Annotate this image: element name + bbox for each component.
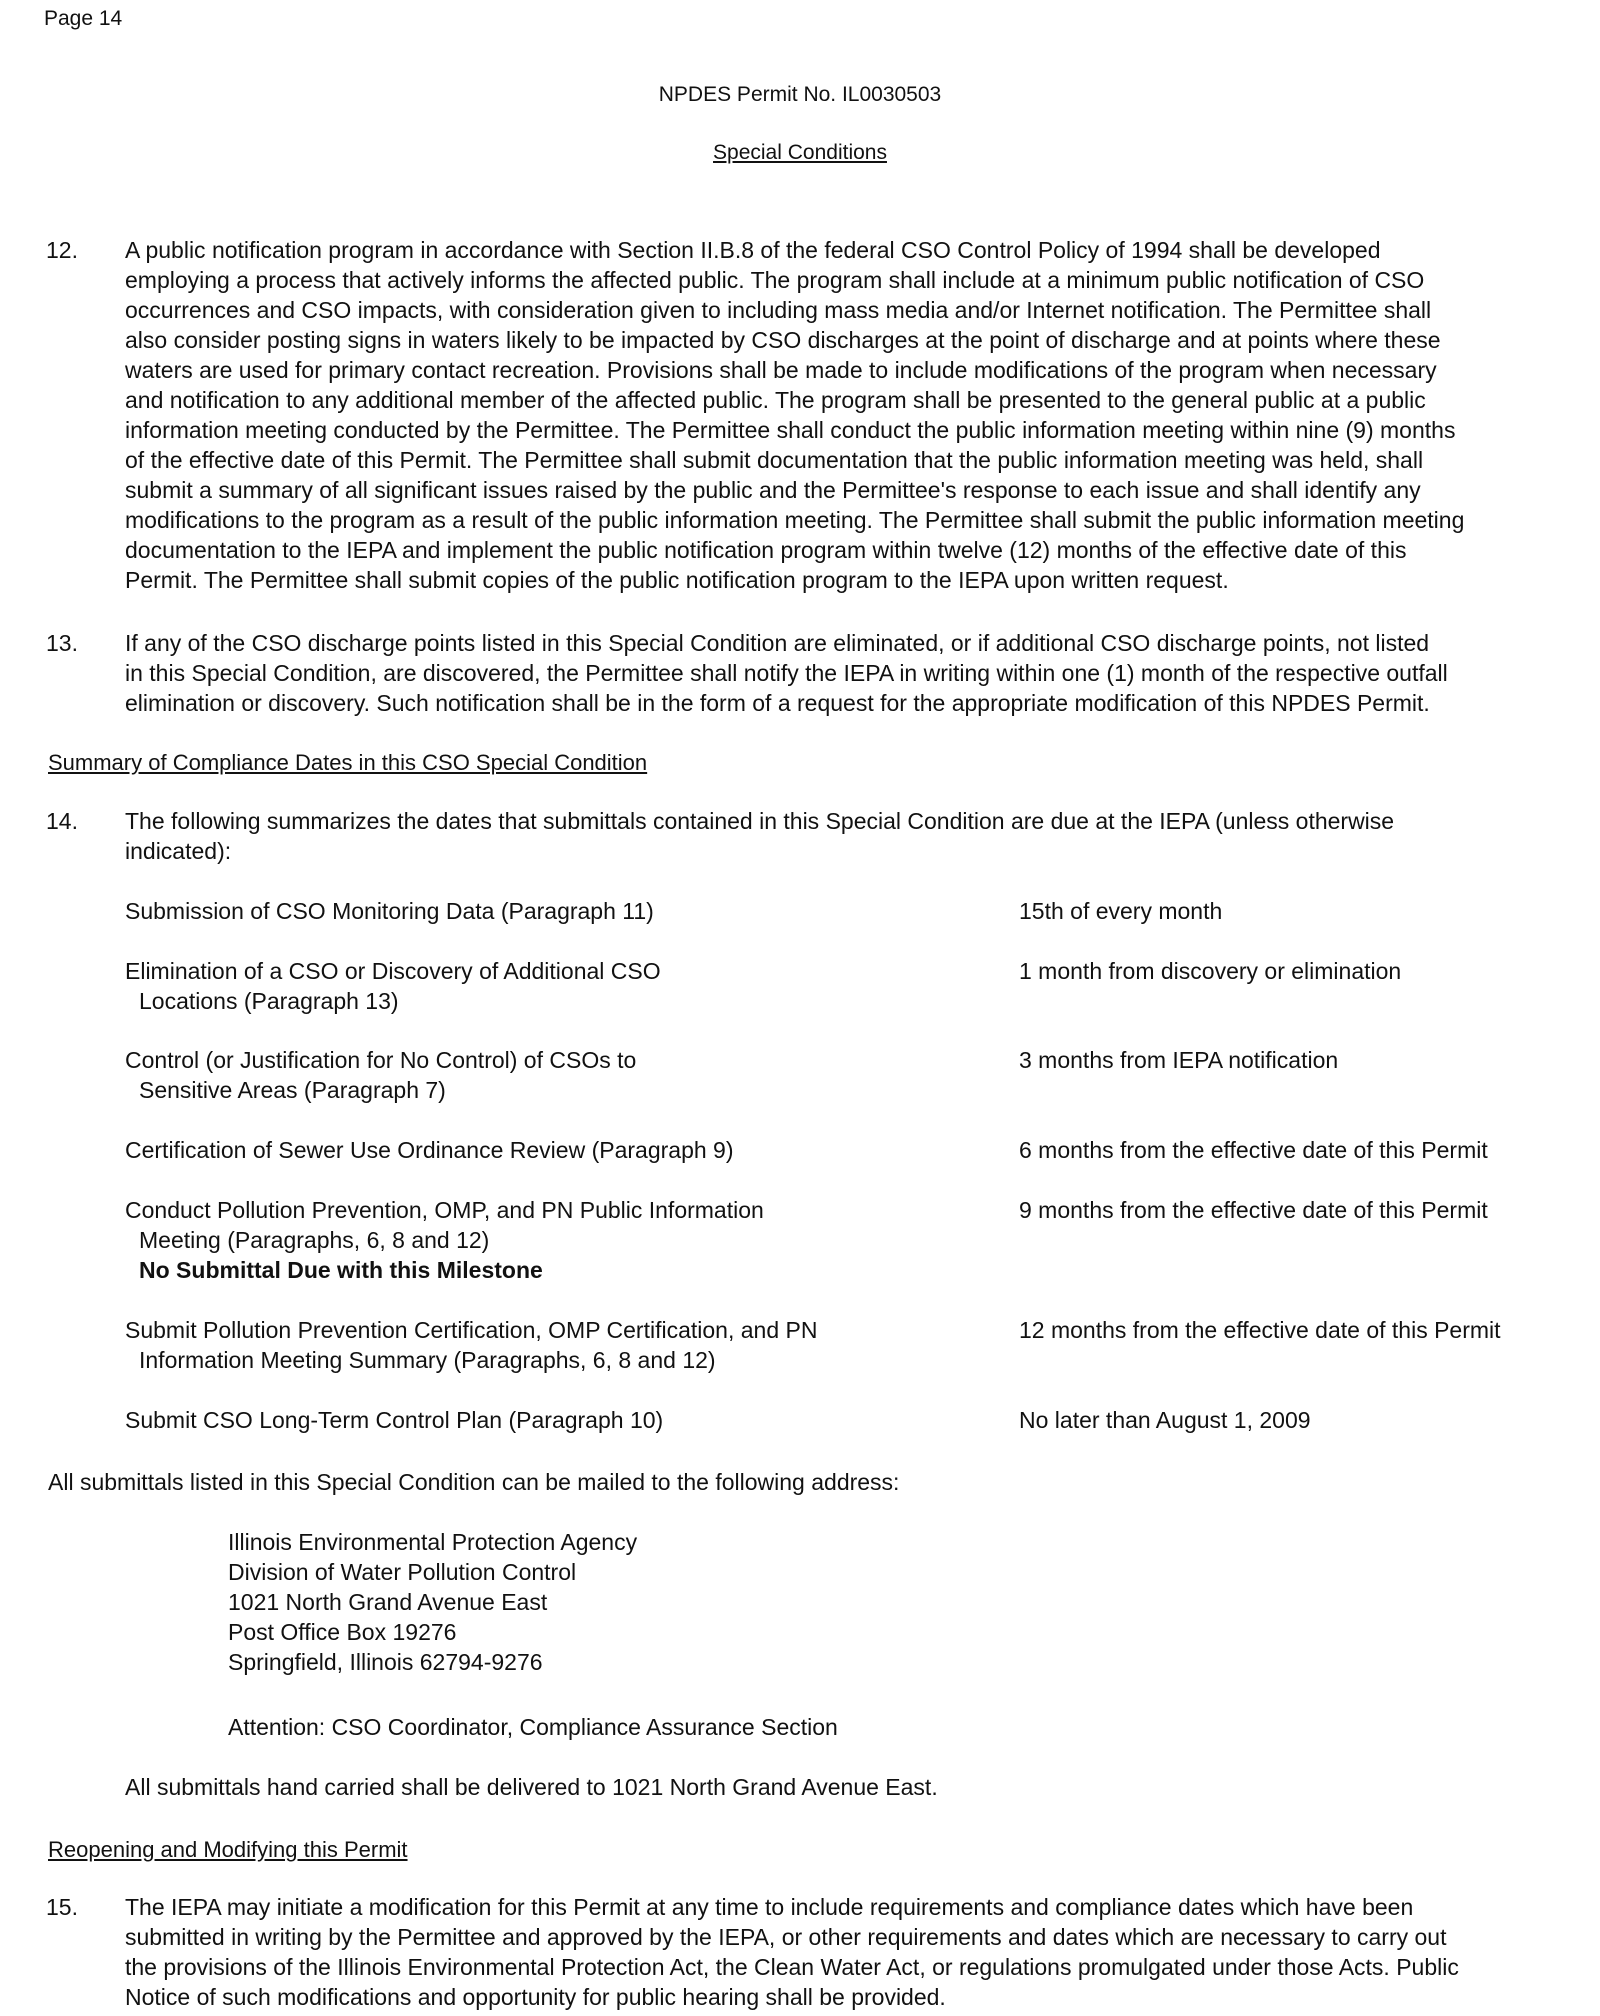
due-date-cell: 1 month from discovery or elimination: [1019, 958, 1402, 984]
paragraph-14: [125, 806, 1580, 866]
paragraph-line: The following summarizes the dates that submittals contained in this Special Condition are due at the IEPA (unless otherwise: [125, 808, 1395, 834]
milestone-text: Locations (Paragraph 13): [139, 988, 399, 1014]
milestone-text: Submit CSO Long-Term Control Plan (Paragraph 10): [125, 1407, 664, 1433]
milestone-text: Control (or Justification for No Control) of CSOs to: [125, 1047, 637, 1073]
milestone-text: Submission of CSO Monitoring Data (Paragraph 11): [125, 898, 654, 924]
mailing-intro: All submittals listed in this Special Condition can be mailed to the following address:: [48, 1469, 900, 1495]
paragraph-line: employing a process that actively informs the affected public. The program shall include at a minimum public notification of CSO: [125, 267, 1425, 293]
paragraph-line: waters are used for primary contact recreation. Provisions shall be made to include modifications of the program when necessary: [125, 357, 1437, 383]
due-date-cell: 12 months from the effective date of this Permit: [1019, 1317, 1501, 1343]
page-title: Special Conditions: [713, 141, 887, 164]
hand-carried-note: All submittals hand carried shall be delivered to 1021 North Grand Avenue East.: [125, 1774, 938, 1800]
due-date-cell: 9 months from the effective date of this Permit: [1019, 1197, 1488, 1223]
milestone-cell: [125, 1135, 925, 1165]
paragraph-line: and notification to any additional member of the affected public. The program shall be presented to the general public at a public: [125, 387, 1426, 413]
paragraph-line: A public notification program in accordance with Section II.B.8 of the federal CSO Control Policy of 1994 shall be developed: [125, 237, 1381, 263]
paragraph-14-number: 14.: [46, 808, 78, 834]
address-line: Illinois Environmental Protection Agency: [228, 1529, 638, 1555]
milestone-text: Elimination of a CSO or Discovery of Additional CSO: [125, 958, 661, 984]
due-date-cell: No later than August 1, 2009: [1019, 1407, 1311, 1433]
attention-line: Attention: CSO Coordinator, Compliance Assurance Section: [228, 1714, 838, 1740]
address-line: 1021 North Grand Avenue East: [228, 1589, 548, 1615]
paragraph-line: documentation to the IEPA and implement the public notification program within twelve (12) months of the effective date of this: [125, 537, 1407, 563]
paragraph-13-number: 13.: [46, 630, 78, 656]
paragraph-line: If any of the CSO discharge points listed in this Special Condition are eliminated, or if additional CSO discharge points, not listed: [125, 630, 1430, 656]
mailing-address: [228, 1527, 637, 1677]
summary-heading: Summary of Compliance Dates in this CSO Special Condition: [48, 750, 648, 775]
milestone-cell: [125, 1045, 925, 1105]
paragraph-line: indicated):: [125, 838, 232, 864]
paragraph-12-number: 12.: [46, 237, 78, 263]
paragraph-line: submitted in writing by the Permittee and approved by the IEPA, or other requirements and dates which are necessary to carry out: [125, 1924, 1447, 1950]
milestone-cell: [125, 956, 925, 1016]
paragraph-line: submit a summary of all significant issues raised by the public and the Permittee's response to each issue and shall identify any: [125, 477, 1421, 503]
milestone-cell: [125, 1315, 925, 1375]
address-line: Post Office Box 19276: [228, 1619, 457, 1645]
paragraph-line: occurrences and CSO impacts, with consideration given to including mass media and/or Internet notification. The Permittee shall: [125, 297, 1432, 323]
page-number: Page 14: [44, 7, 123, 30]
milestone-cell: [125, 1405, 925, 1435]
milestone-note: No Submittal Due with this Milestone: [139, 1257, 543, 1283]
milestone-text: Certification of Sewer Use Ordinance Review (Paragraph 9): [125, 1137, 734, 1163]
paragraph-13: [125, 628, 1580, 718]
paragraph-15-number: 15.: [46, 1894, 78, 1920]
due-date-cell: 3 months from IEPA notification: [1019, 1047, 1339, 1073]
milestone-cell: [125, 1195, 925, 1285]
due-date-cell: 15th of every month: [1019, 898, 1223, 924]
milestone-text: Submit Pollution Prevention Certification, OMP Certification, and PN: [125, 1317, 818, 1343]
paragraph-line: of the effective date of this Permit. The Permittee shall submit documentation that the public information meeting was held, shall: [125, 447, 1424, 473]
paragraph-line: in this Special Condition, are discovered, the Permittee shall notify the IEPA in writing within one (1) month of the respective outfall: [125, 660, 1448, 686]
paragraph-line: also consider posting signs in waters likely to be impacted by CSO discharges at the point of discharge and at points where these: [125, 327, 1441, 353]
address-line: Springfield, Illinois 62794-9276: [228, 1649, 543, 1675]
milestone-text: Meeting (Paragraphs, 6, 8 and 12): [139, 1227, 490, 1253]
paragraph-line: Notice of such modifications and opportunity for public hearing shall be provided.: [125, 1984, 946, 2010]
milestone-text: Information Meeting Summary (Paragraphs, 6, 8 and 12): [139, 1347, 716, 1373]
paragraph-line: The IEPA may initiate a modification for this Permit at any time to include requirements and compliance dates which have been: [125, 1894, 1414, 1920]
paragraph-line: modifications to the program as a result of the public information meeting. The Permittee shall submit the public information meeting: [125, 507, 1465, 533]
paragraph-line: information meeting conducted by the Permittee. The Permittee shall conduct the public information meeting within nine (9) months: [125, 417, 1456, 443]
paragraph-12: [125, 235, 1580, 595]
milestone-text: Conduct Pollution Prevention, OMP, and PN Public Information: [125, 1197, 764, 1223]
milestone-text: Sensitive Areas (Paragraph 7): [139, 1077, 446, 1103]
paragraph-line: elimination or discovery. Such notification shall be in the form of a request for the appropriate modification of this NPDES Permit.: [125, 690, 1430, 716]
permit-number: NPDES Permit No. IL0030503: [658, 83, 942, 106]
paragraph-15: [125, 1892, 1580, 2012]
paragraph-line: Permit. The Permittee shall submit copies of the public notification program to the IEPA upon written request.: [125, 567, 1229, 593]
reopening-heading: Reopening and Modifying this Permit: [48, 1837, 408, 1862]
address-line: Division of Water Pollution Control: [228, 1559, 577, 1585]
milestone-cell: [125, 896, 925, 926]
paragraph-line: the provisions of the Illinois Environmental Protection Act, the Clean Water Act, or regulations promulgated under those Acts. Public: [125, 1954, 1459, 1980]
due-date-cell: 6 months from the effective date of this Permit: [1019, 1137, 1488, 1163]
